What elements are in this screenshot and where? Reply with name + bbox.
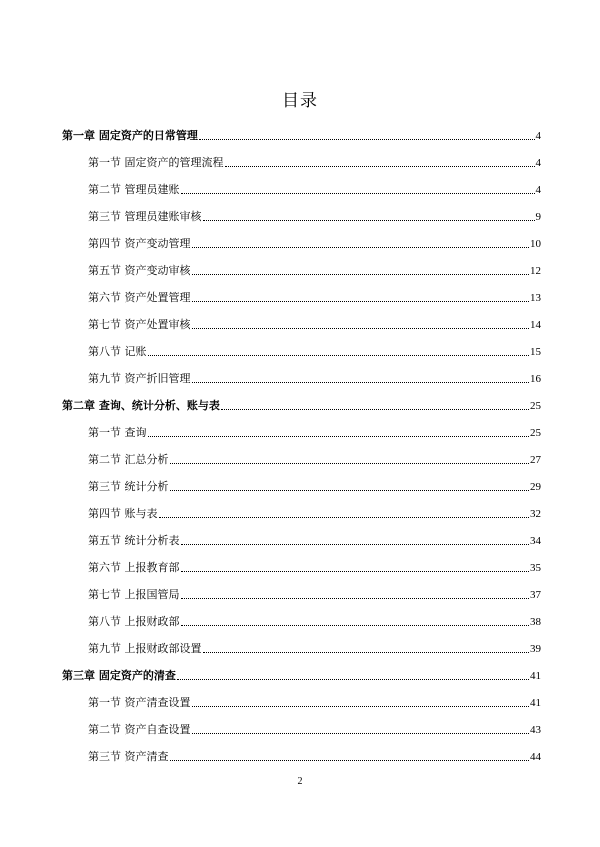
dot-leader [192,247,530,248]
dot-leader [181,544,530,545]
toc-entry-page: 34 [530,535,541,547]
toc-entry-label: 第一节 固定资产的管理流程 [88,156,224,169]
toc-entry-label: 第三章 固定资产的清查 [62,669,176,682]
dot-leader [192,733,530,734]
dot-leader [221,409,529,410]
toc-entry-label: 第七节 资产处置审核 [88,318,191,331]
toc-entry-page: 27 [530,454,541,466]
toc-entry-label: 第二节 汇总分析 [88,453,169,466]
dot-leader [177,679,529,680]
dot-leader [181,193,535,194]
toc-section-entry[interactable] [62,422,541,440]
toc-section-entry[interactable] [62,287,541,305]
dot-leader [192,706,530,707]
toc-entry-page: 25 [530,400,541,412]
toc-entry-page: 32 [530,508,541,520]
toc-section-entry[interactable] [62,719,541,737]
toc-section-entry[interactable] [62,638,541,656]
dot-leader [192,382,530,383]
toc-section-entry[interactable] [62,368,541,386]
toc-entry-page: 44 [530,751,541,763]
dot-leader [192,328,530,329]
toc-list [62,125,541,773]
toc-entry-page: 13 [530,292,541,304]
toc-entry-page: 15 [530,346,541,358]
toc-section-entry[interactable] [62,557,541,575]
toc-entry-label: 第一章 固定资产的日常管理 [62,129,198,142]
toc-section-entry[interactable] [62,314,541,332]
toc-section-entry[interactable] [62,611,541,629]
toc-entry-label: 第一节 查询 [88,426,147,439]
toc-section-entry[interactable] [62,179,541,197]
toc-section-entry[interactable] [62,530,541,548]
toc-entry-page: 14 [530,319,541,331]
toc-entry-label: 第八节 记账 [88,345,147,358]
toc-entry-label: 第九节 资产折旧管理 [88,372,191,385]
dot-leader [203,652,530,653]
toc-entry-label: 第六节 上报教育部 [88,561,180,574]
toc-chapter-entry[interactable] [62,665,541,683]
toc-section-entry[interactable] [62,746,541,764]
toc-section-entry[interactable] [62,692,541,710]
dot-leader [181,571,530,572]
toc-entry-label: 第九节 上报财政部设置 [88,642,202,655]
toc-entry-page: 16 [530,373,541,385]
toc-entry-label: 第七节 上报国管局 [88,588,180,601]
page-number: 2 [297,776,303,787]
dot-leader [199,139,535,140]
toc-entry-page: 4 [535,184,541,196]
toc-entry-page: 37 [530,589,541,601]
toc-chapter-entry[interactable] [62,125,541,143]
dot-leader [159,517,530,518]
toc-section-entry[interactable] [62,449,541,467]
toc-entry-label: 第五节 资产变动审核 [88,264,191,277]
toc-entry-label: 第六节 资产处置管理 [88,291,191,304]
toc-entry-label: 第二节 资产自查设置 [88,723,191,736]
dot-leader [148,355,530,356]
dot-leader [181,625,530,626]
toc-entry-page: 10 [530,238,541,250]
dot-leader [170,463,530,464]
toc-entry-label: 第五节 统计分析表 [88,534,180,547]
toc-entry-page: 9 [535,211,541,223]
dot-leader [192,301,530,302]
toc-entry-page: 35 [530,562,541,574]
toc-entry-page: 25 [530,427,541,439]
toc-entry-label: 第八节 上报财政部 [88,615,180,628]
toc-chapter-entry[interactable] [62,395,541,413]
dot-leader [170,490,530,491]
toc-entry-label: 第四节 资产变动管理 [88,237,191,250]
toc-entry-page: 29 [530,481,541,493]
toc-section-entry[interactable] [62,152,541,170]
toc-section-entry[interactable] [62,206,541,224]
toc-entry-page: 41 [530,670,541,682]
toc-section-entry[interactable] [62,584,541,602]
toc-entry-label: 第三节 管理员建账审核 [88,210,202,223]
dot-leader [181,598,530,599]
toc-entry-label: 第四节 账与表 [88,507,158,520]
toc-entry-label: 第一节 资产清查设置 [88,696,191,709]
toc-entry-page: 43 [530,724,541,736]
toc-entry-page: 4 [535,130,541,142]
toc-title: 目录 [282,91,318,111]
toc-entry-page: 41 [530,697,541,709]
toc-section-entry[interactable] [62,341,541,359]
toc-entry-page: 4 [535,157,541,169]
toc-entry-label: 第二章 查询、统计分析、账与表 [62,399,220,412]
dot-leader [170,760,530,761]
toc-entry-label: 第三节 统计分析 [88,480,169,493]
dot-leader [225,166,535,167]
toc-entry-label: 第三节 资产清查 [88,750,169,763]
dot-leader [192,274,530,275]
dot-leader [148,436,530,437]
toc-entry-page: 38 [530,616,541,628]
toc-entry-label: 第二节 管理员建账 [88,183,180,196]
toc-section-entry[interactable] [62,233,541,251]
toc-section-entry[interactable] [62,503,541,521]
toc-entry-page: 39 [530,643,541,655]
toc-section-entry[interactable] [62,260,541,278]
toc-section-entry[interactable] [62,476,541,494]
toc-entry-page: 12 [530,265,541,277]
dot-leader [203,220,535,221]
